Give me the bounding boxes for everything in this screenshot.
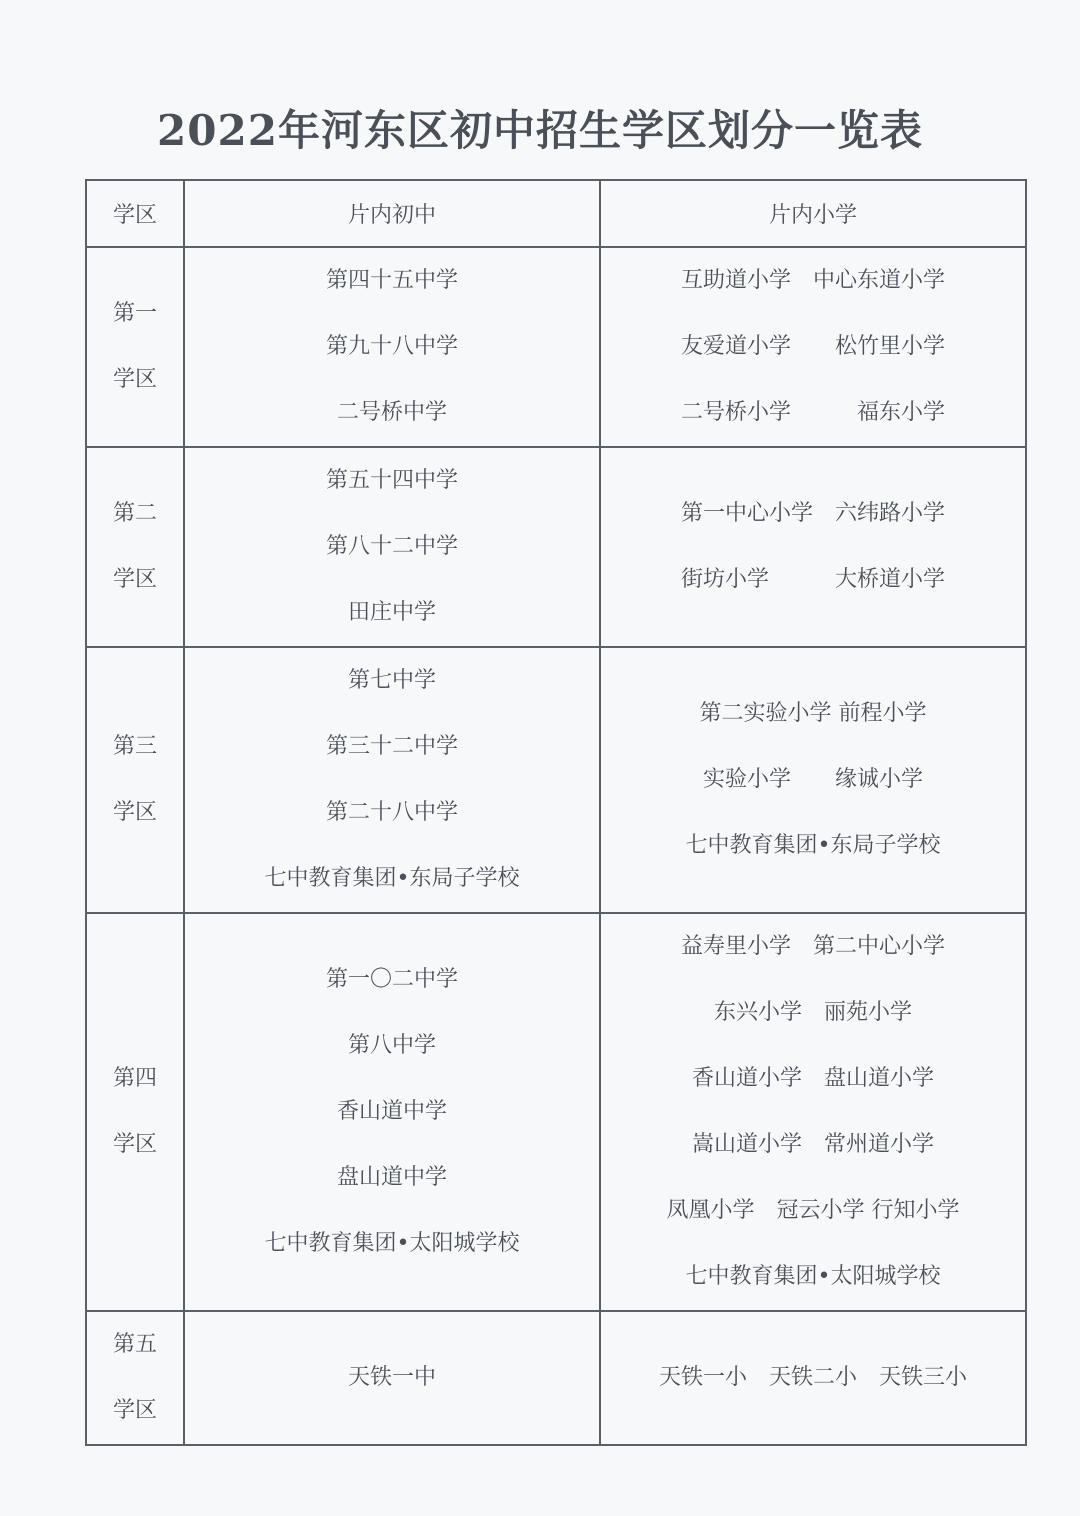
primary-school-line: 第二实验小学 前程小学 — [699, 701, 927, 726]
primary-school-line: 街坊小学 大桥道小学 — [680, 567, 945, 592]
zone-label: 第一 学区 — [86, 247, 184, 447]
primary-school-line: 东兴小学 丽苑小学 — [713, 1000, 912, 1025]
table-row — [86, 913, 1026, 1311]
header-primary-schools: 片内小学 — [600, 180, 1026, 247]
middle-school: 二号桥中学 — [336, 400, 447, 425]
primary-school-line: 益寿里小学 第二中心小学 — [680, 934, 945, 959]
zone-label: 第五 学区 — [86, 1311, 184, 1445]
middle-school: 第七中学 — [347, 668, 436, 693]
middle-school: 七中教育集团•太阳城学校 — [264, 1231, 520, 1256]
primary-school-line: 友爱道小学 松竹里小学 — [680, 334, 945, 359]
middle-school: 第九十八中学 — [325, 334, 458, 359]
middle-school-list — [184, 447, 600, 647]
primary-school-line: 香山道小学 盘山道小学 — [691, 1066, 934, 1091]
primary-school-line: 七中教育集团•太阳城学校 — [685, 1264, 941, 1289]
primary-school-line: 凤凰小学 冠云小学 行知小学 — [666, 1198, 960, 1223]
primary-school-list — [600, 647, 1026, 913]
table-row — [86, 447, 1026, 647]
primary-school-list — [600, 447, 1026, 647]
middle-school: 第二十八中学 — [325, 800, 458, 825]
zone-label: 第三 学区 — [86, 647, 184, 913]
middle-school: 第八中学 — [347, 1033, 436, 1058]
primary-school-line: 实验小学 缘诚小学 — [702, 767, 923, 792]
middle-school: 香山道中学 — [336, 1099, 447, 1124]
middle-school: 七中教育集团•东局子学校 — [264, 866, 520, 891]
primary-school-list — [600, 247, 1026, 447]
middle-school: 盘山道中学 — [336, 1165, 447, 1190]
middle-school: 田庄中学 — [347, 600, 436, 625]
middle-school: 第八十二中学 — [325, 534, 458, 559]
zone-label: 第二 学区 — [86, 447, 184, 647]
document-title: 2022年河东区初中招生学区划分一览表 — [157, 106, 923, 155]
zone-label: 第四 学区 — [86, 913, 184, 1311]
table-row — [86, 1311, 1026, 1445]
table-row — [86, 647, 1026, 913]
middle-school-list — [184, 647, 600, 913]
primary-school-line: 二号桥小学 福东小学 — [680, 400, 945, 425]
primary-school-line: 天铁一小 天铁二小 天铁三小 — [658, 1365, 967, 1390]
middle-school-list — [184, 247, 600, 447]
primary-school-list — [600, 913, 1026, 1311]
middle-school: 第四十五中学 — [325, 268, 458, 293]
school-district-table — [85, 179, 1027, 1446]
middle-school: 第五十四中学 — [325, 468, 458, 493]
table-header-row — [86, 180, 1026, 247]
primary-school-line: 互助道小学 中心东道小学 — [680, 268, 945, 293]
primary-school-line: 七中教育集团•东局子学校 — [685, 833, 941, 858]
middle-school-list — [184, 1311, 600, 1445]
primary-school-line: 第一中心小学 六纬路小学 — [680, 501, 945, 526]
header-middle-schools: 片内初中 — [184, 180, 600, 247]
middle-school-list — [184, 913, 600, 1311]
middle-school: 第三十二中学 — [325, 734, 458, 759]
middle-school: 第一〇二中学 — [325, 967, 458, 992]
table-row — [86, 247, 1026, 447]
primary-school-line: 嵩山道小学 常州道小学 — [691, 1132, 934, 1157]
primary-school-list — [600, 1311, 1026, 1445]
middle-school: 天铁一中 — [347, 1365, 436, 1390]
header-zone: 学区 — [86, 180, 184, 247]
